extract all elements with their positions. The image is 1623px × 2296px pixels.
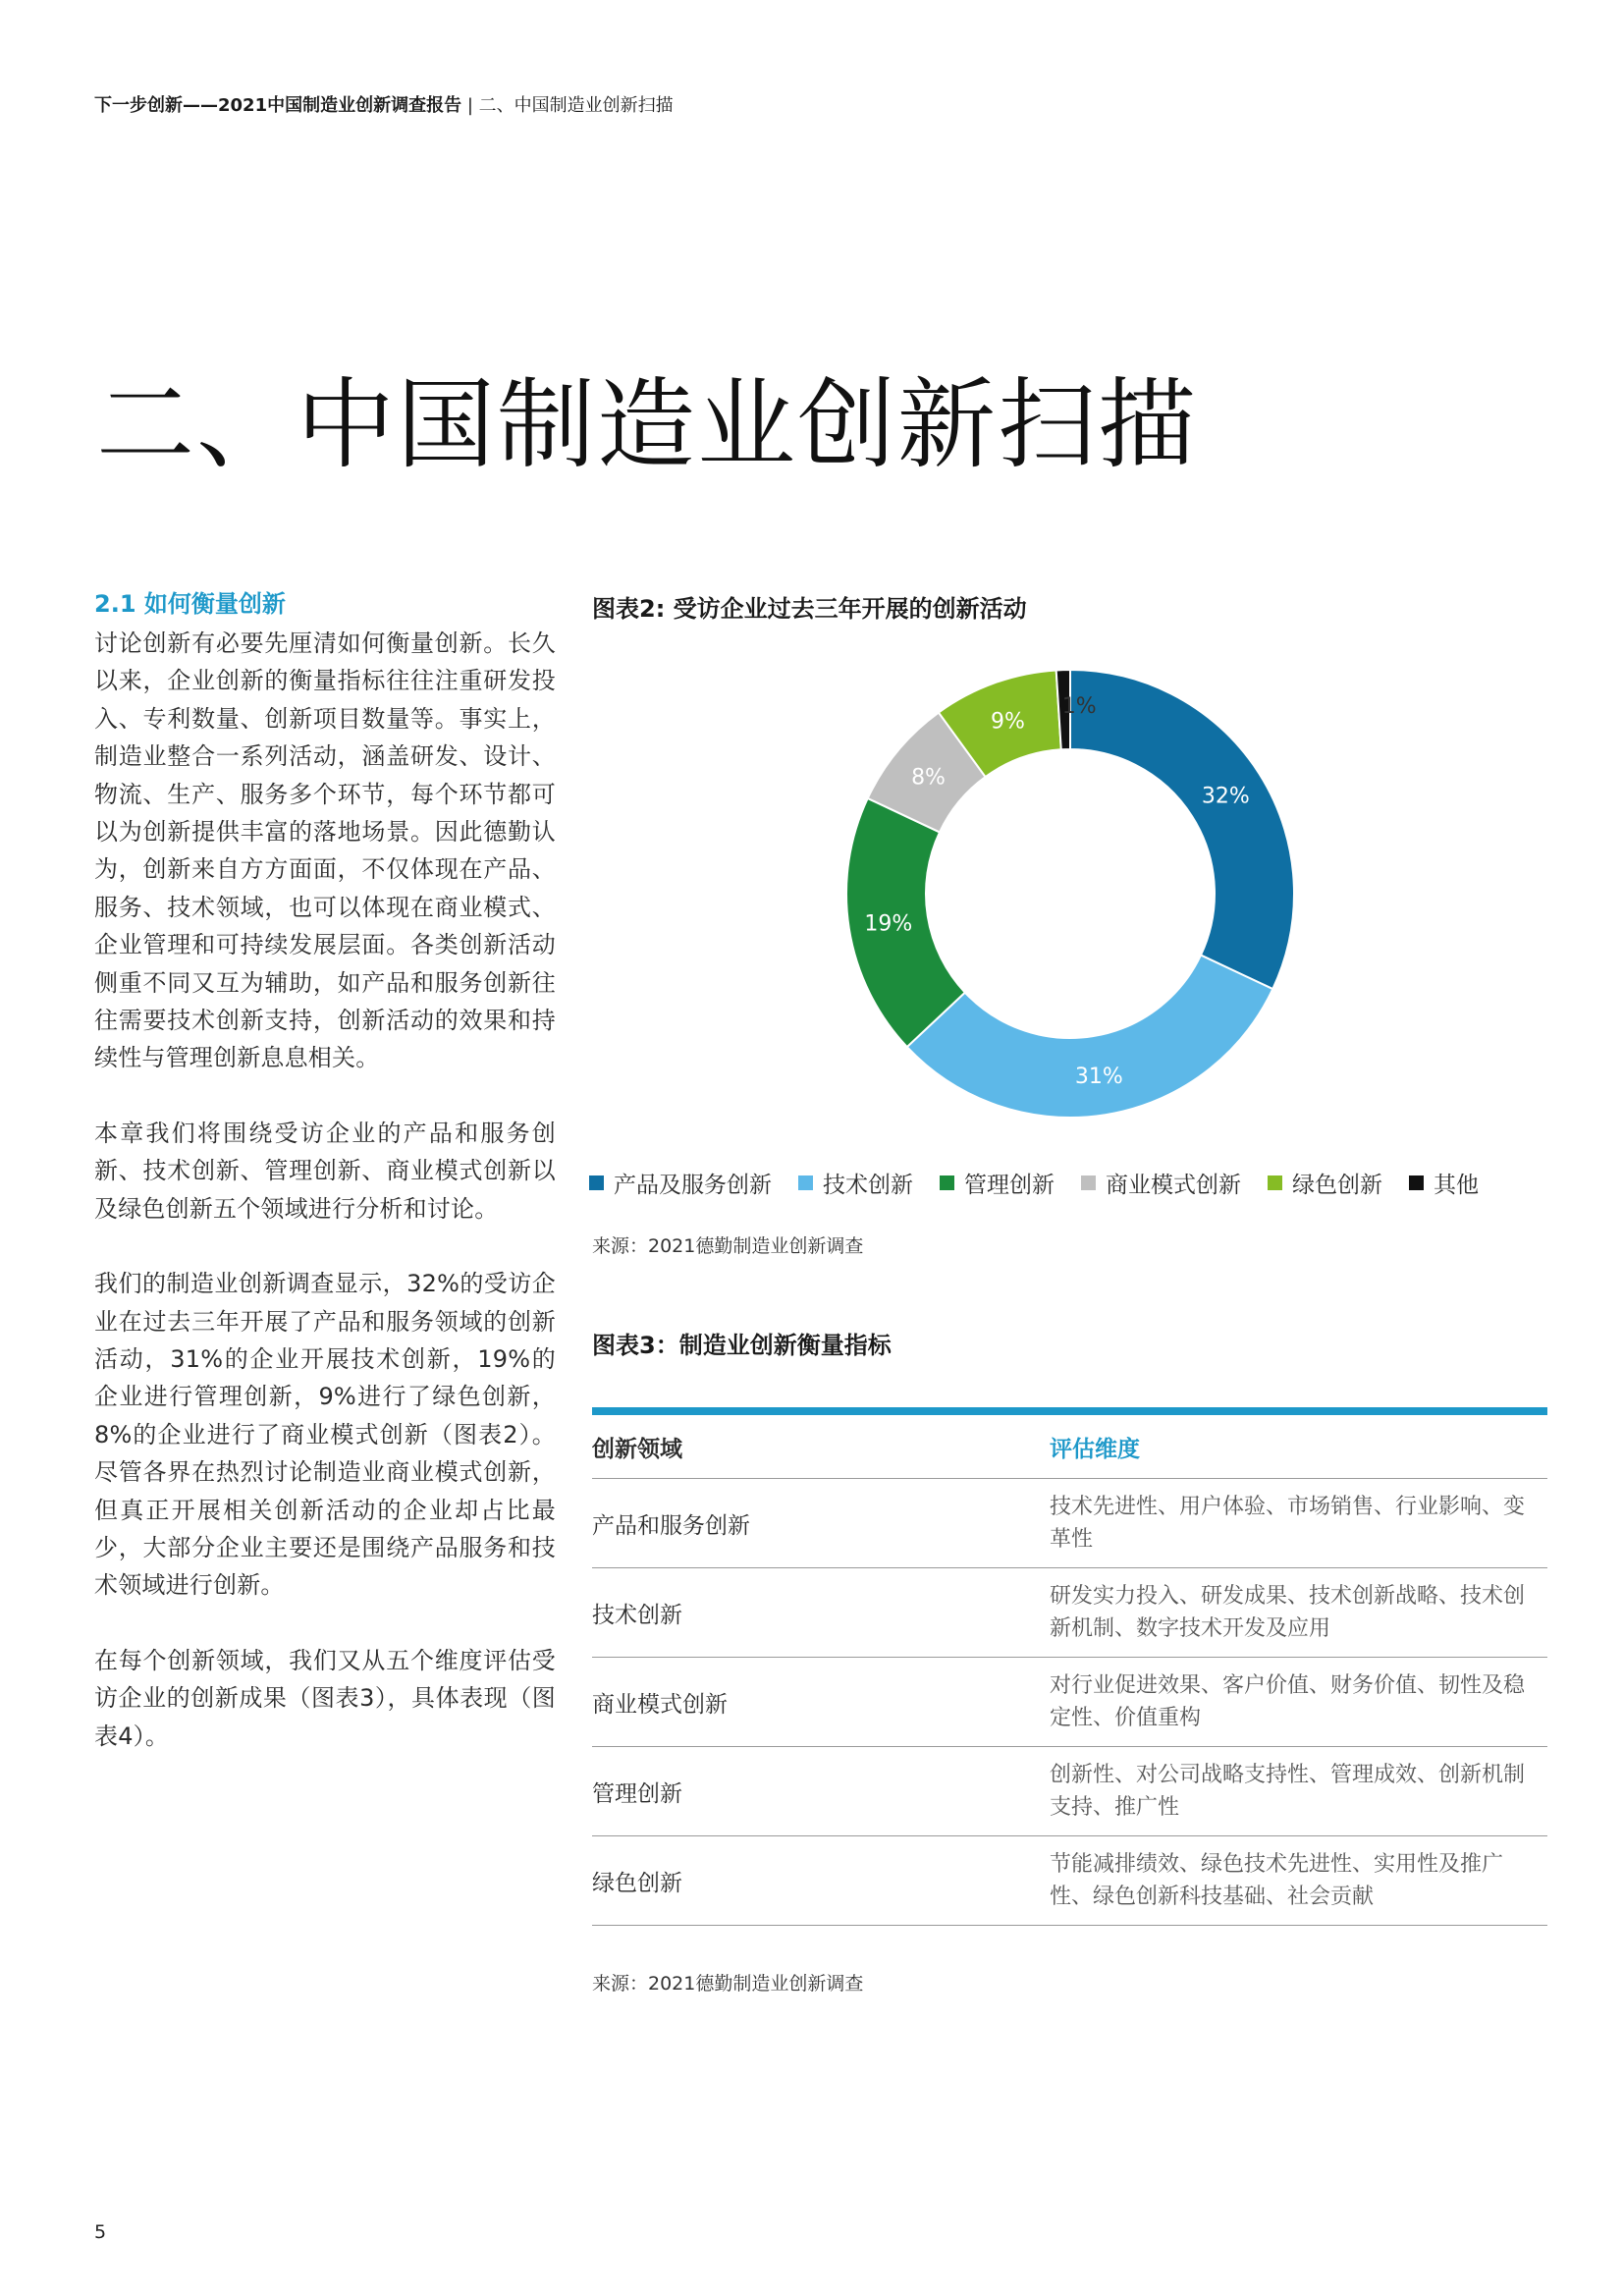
row-area: 技术创新 bbox=[592, 1602, 682, 1628]
legend-label: 商业模式创新 bbox=[1106, 1173, 1241, 1198]
paragraph-2: 本章我们将围绕受访企业的产品和服务创新、技术创新、管理创新、商业模式创新以及绿色创新五个领域进行分析和讨论。 bbox=[94, 1119, 556, 1223]
row-dims-line: 新机制、数字技术开发及应用 bbox=[1050, 1616, 1331, 1641]
legend-label: 产品及服务创新 bbox=[614, 1173, 772, 1198]
slice-label: 31% bbox=[1074, 1065, 1123, 1090]
legend-swatch bbox=[798, 1175, 813, 1190]
donut-chart bbox=[825, 658, 1316, 1129]
paragraph-3: 我们的制造业创新调查显示，32%的受访企业在过去三年开展了产品和服务领域的创新活动，31%的企业开展技术创新，19%的企业进行管理创新，9%进行了绿色创新，8%的企业进行了商业模式创新（图表2）。尽管各界在热烈讨论制造业商业模式创新，但真正开展相关创新活动的企业却占比最少，大部分企业主要还是围绕产品服务和技术领域进行创新。 bbox=[94, 1270, 556, 1600]
table-row bbox=[592, 1658, 1547, 1747]
row-dims-line: 节能减排绩效、绿色技术先进性、实用性及推广 bbox=[1050, 1852, 1504, 1877]
column-header-dims: 评估维度 bbox=[1050, 1436, 1140, 1462]
row-dims-line: 性、绿色创新科技基础、社会贡献 bbox=[1050, 1885, 1375, 1909]
table-row bbox=[592, 1568, 1547, 1658]
header-section: 二、中国制造业创新扫描 bbox=[478, 95, 674, 116]
donut-chart-svg bbox=[825, 658, 1316, 1129]
row-dims-line: 革性 bbox=[1050, 1527, 1094, 1552]
running-header bbox=[94, 91, 674, 117]
row-dims-line: 定性、价值重构 bbox=[1050, 1706, 1202, 1730]
column-header-area: 创新领域 bbox=[592, 1436, 682, 1462]
table-header bbox=[592, 1415, 1547, 1479]
header-report-title: 下一步创新——2021中国制造业创新调查报告 bbox=[94, 95, 462, 116]
legend-item bbox=[1409, 1167, 1479, 1199]
paragraph-1: 讨论创新有必要先厘清如何衡量创新。长久以来，企业创新的衡量指标往往注重研发投入、专利数量、创新项目数量等。事实上，制造业整合一系列活动，涵盖研发、设计、物流、生产、服务多个环节，每个环节都可以为创新提供丰富的落地场景。因此德勤认为，创新来自方方面面，不仅体现在产品、服务、技术领域，也可以体现在商业模式、企业管理和可持续发展层面。各类创新活动侧重不同又互为辅助，如产品和服务创新往往需要技术创新支持，创新活动的效果和持续性与管理创新息息相关。 bbox=[94, 629, 556, 1072]
table-row bbox=[592, 1747, 1547, 1836]
legend-swatch bbox=[1268, 1175, 1282, 1190]
row-dims-line: 支持、推广性 bbox=[1050, 1795, 1180, 1820]
legend-item bbox=[1268, 1167, 1382, 1199]
slice-label: 8% bbox=[911, 765, 946, 791]
header-separator: | bbox=[466, 95, 473, 116]
legend-item bbox=[798, 1167, 913, 1199]
table-row bbox=[592, 1836, 1547, 1926]
row-dims-line: 技术先进性、用户体验、市场销售、行业影响、变 bbox=[1050, 1495, 1526, 1519]
row-area: 管理创新 bbox=[592, 1780, 682, 1807]
legend-item bbox=[940, 1167, 1055, 1199]
paragraph-4: 在每个创新领域，我们又从五个维度评估受访企业的创新成果（图表3），具体表现（图表4）。 bbox=[94, 1646, 556, 1750]
figure3-title: 图表3：制造业创新衡量指标 bbox=[592, 1332, 892, 1359]
row-dims bbox=[1050, 1848, 1547, 1913]
page-title: 二、中国制造业创新扫描 bbox=[96, 367, 1198, 482]
slice-1 bbox=[1070, 670, 1294, 989]
figure2-title: 图表2: 受访企业过去三年开展的创新活动 bbox=[592, 595, 1027, 623]
legend-swatch bbox=[589, 1175, 604, 1190]
legend-label: 其他 bbox=[1434, 1173, 1479, 1198]
row-dims-line: 研发实力投入、研发成果、技术创新战略、技术创 bbox=[1050, 1584, 1526, 1609]
metrics-table bbox=[592, 1407, 1547, 1926]
row-dims bbox=[1050, 1491, 1547, 1556]
figure3-source: 来源：2021德勤制造业创新调查 bbox=[592, 1973, 864, 1995]
section-heading: 2.1 如何衡量创新 bbox=[94, 590, 286, 618]
body-text-column bbox=[94, 587, 556, 1792]
legend-swatch bbox=[1081, 1175, 1096, 1190]
row-dims bbox=[1050, 1580, 1547, 1645]
row-dims-line: 创新性、对公司战略支持性、管理成效、创新机制 bbox=[1050, 1763, 1526, 1787]
row-dims bbox=[1050, 1669, 1547, 1734]
slice-label: 32% bbox=[1201, 784, 1250, 809]
legend-label: 技术创新 bbox=[823, 1173, 913, 1198]
legend-item bbox=[589, 1167, 772, 1199]
chart-legend bbox=[589, 1167, 1571, 1199]
legend-label: 管理创新 bbox=[964, 1173, 1055, 1198]
table-row bbox=[592, 1479, 1547, 1568]
row-area: 产品和服务创新 bbox=[592, 1512, 750, 1539]
row-dims-line: 对行业促进效果、客户价值、财务价值、韧性及稳 bbox=[1050, 1673, 1526, 1698]
legend-swatch bbox=[1409, 1175, 1424, 1190]
legend-swatch bbox=[940, 1175, 954, 1190]
row-dims bbox=[1050, 1759, 1547, 1824]
legend-item bbox=[1081, 1167, 1241, 1199]
row-area: 商业模式创新 bbox=[592, 1691, 728, 1718]
slice-2 bbox=[907, 956, 1273, 1118]
slice-label: 19% bbox=[864, 911, 913, 937]
slice-label: 9% bbox=[991, 709, 1025, 735]
row-area: 绿色创新 bbox=[592, 1870, 682, 1896]
figure2-source: 来源：2021德勤制造业创新调查 bbox=[592, 1235, 864, 1257]
page-number: 5 bbox=[94, 2221, 107, 2243]
slice-label: 1% bbox=[1061, 694, 1097, 719]
legend-label: 绿色创新 bbox=[1292, 1173, 1382, 1198]
